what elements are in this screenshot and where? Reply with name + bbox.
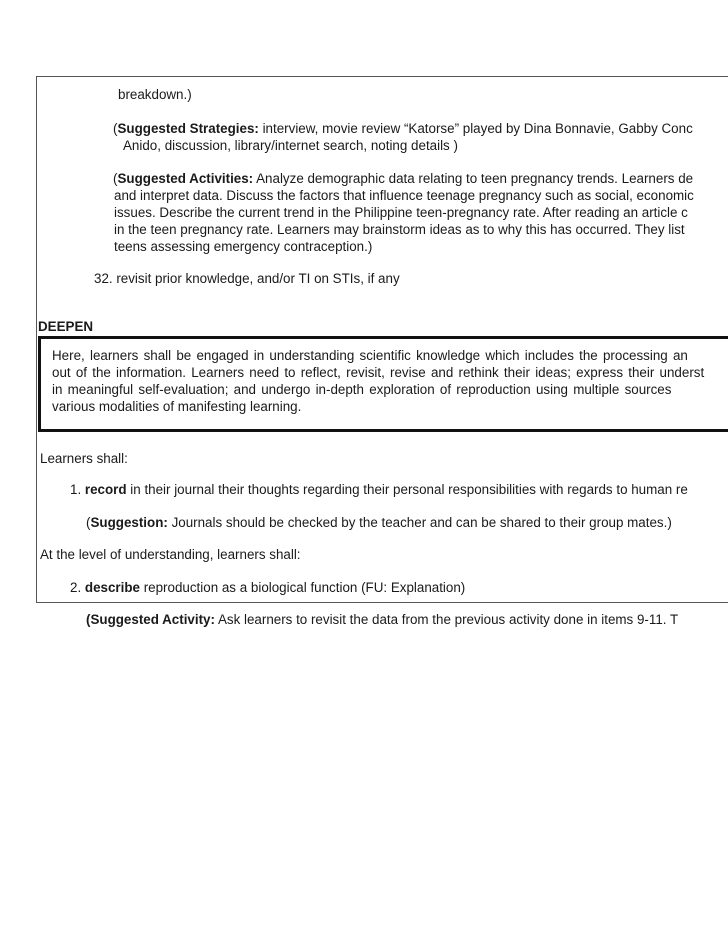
suggestion-label: Suggestion:: [90, 515, 168, 530]
deepen-box-line-1: Here, learners shall be engaged in understanding scientific knowledge which includes the processing an: [52, 348, 688, 363]
activities-label: Suggested Activities:: [117, 171, 254, 186]
activities-text: Analyze demographic data relating to teen pregnancy trends. Learners de: [253, 171, 694, 186]
strategies-text: interview, movie review “Katorse” played by Dina Bonnavie, Gabby Conc: [258, 121, 693, 136]
suggested-activity-note: [86, 611, 678, 628]
activities-line-3: issues. Describe the current trend in the Philippine teen-pregnancy rate. After reading an article c: [114, 205, 688, 220]
item-1: [70, 481, 688, 498]
item-2-text: reproduction as a biological function (FU: Explanation): [139, 580, 466, 595]
suggested-activity-text: Ask learners to revisit the data from the previous activity done in items 9-11. T: [214, 612, 679, 627]
understanding-level: At the level of understanding, learners shall:: [40, 547, 301, 562]
activities-line-4: in the teen pregnancy rate. Learners may brainstorm ideas as to why this has occurred. They list: [114, 222, 685, 237]
learners-shall: Learners shall:: [40, 451, 128, 466]
item-32: 32. revisit prior knowledge, and/or TI on STIs, if any: [94, 271, 400, 286]
suggestion-text: Journals should be checked by the teacher and can be shared to their group mates.): [167, 515, 672, 530]
deepen-box-line-2: out of the information. Learners need to reflect, revisit, revise and rethink their ideas; express their underst: [52, 365, 705, 380]
item-1-text: in their journal their thoughts regarding their personal responsibilities with regards to human re: [126, 482, 688, 497]
suggestion-note: (Suggestion: Journals should be checked by the teacher and can be shared to their group mates.): [86, 515, 672, 530]
strategies-line-2: Anido, discussion, library/internet search, noting details ): [123, 138, 458, 153]
item-1-number: 1.: [70, 482, 85, 497]
deepen-heading: DEEPEN: [38, 319, 94, 334]
deepen-box-line-3: in meaningful self-evaluation; and undergo in-depth exploration of reproduction using multiple sources: [52, 382, 672, 397]
item-2: [70, 579, 465, 596]
item-2-verb: describe: [84, 580, 140, 595]
activities-line-5: teens assessing emergency contraception.): [114, 239, 373, 254]
suggested-activity-label: (Suggested Activity:: [86, 612, 215, 627]
suggested-strategies: (Suggested Strategies: interview, movie review “Katorse” played by Dina Bonnavie, Gabby Conc: [113, 121, 693, 136]
strategies-label: Suggested Strategies:: [117, 121, 259, 136]
suggested-activities: (Suggested Activities: Analyze demographic data relating to teen pregnancy trends. Learners de: [113, 171, 694, 186]
deepen-box-line-4: various modalities of manifesting learning.: [52, 399, 302, 414]
item-1-verb: record: [84, 482, 127, 497]
activities-line-2: and interpret data. Discuss the factors that influence teenage pregnancy such as social, economic: [114, 188, 694, 203]
item-2-number: 2.: [70, 580, 85, 595]
breakdown-line: breakdown.): [118, 87, 192, 102]
